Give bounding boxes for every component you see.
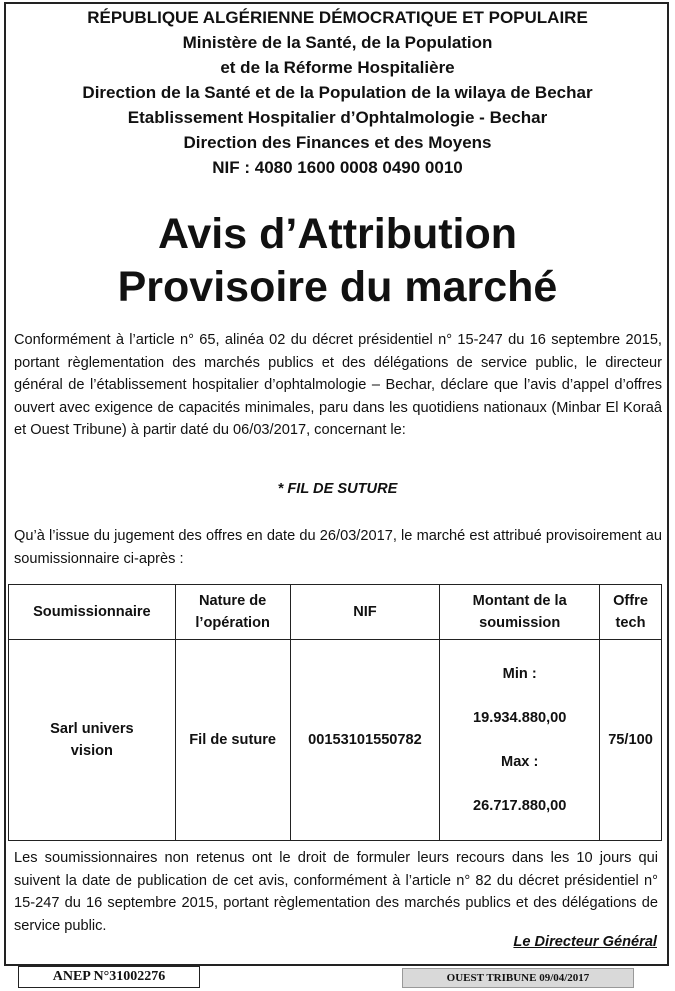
tender-item: * FIL DE SUTURE <box>277 481 398 497</box>
award-paragraph: Qu’à l’issue du jugement des offres en date du 26/03/2017, le marché est attribué provisoirement au soumissionnaire ci-après : <box>14 528 662 567</box>
header-republic: RÉPUBLIQUE ALGÉRIENNE DÉMOCRATIQUE ET POPULAIRE <box>87 8 588 27</box>
col-offre: Offre tech <box>600 585 662 640</box>
cell-soumissionnaire: Sarl univers vision <box>9 640 176 841</box>
award-table <box>8 584 662 841</box>
max-value: 26.717.880,00 <box>473 798 567 814</box>
cell-offre: 75/100 <box>600 640 662 841</box>
signature: Le Directeur Général <box>513 934 657 950</box>
header-establishment: Etablissement Hospitalier d’Ophtalmologie - Bechar <box>127 108 548 127</box>
appeal-paragraph: Les soumissionnaires non retenus ont le droit de formuler leurs recours dans les 10 jours qui suivent la date de publication de cet avis, conformément à l’article n° 82 du décret présidentiel n° 15-247 du 16 septembre 2015, portant règlementation des marchés publics et des délégations de service public. <box>14 850 658 934</box>
publication-source: OUEST TRIBUNE 09/04/2017 <box>402 968 634 988</box>
title-line-2: Provisoire du marché <box>117 263 558 311</box>
col-nif: NIF <box>290 585 440 640</box>
title-line-1: Avis d’Attribution <box>157 210 518 258</box>
table-row <box>9 640 662 841</box>
table-header-row <box>9 585 662 640</box>
col-soumissionnaire: Soumissionnaire <box>9 585 176 640</box>
header-finance-direction: Direction des Finances et des Moyens <box>183 133 492 152</box>
notice-title <box>0 208 675 314</box>
header-ministry-cont: et de la Réforme Hospitalière <box>220 58 455 77</box>
header-ministry: Ministère de la Santé, de la Population <box>182 33 493 52</box>
max-label: Max : <box>501 754 539 770</box>
min-label: Min : <box>502 666 537 682</box>
header-nif: NIF : 4080 1600 0008 0490 0010 <box>212 158 463 177</box>
col-montant: Montant de la soumission <box>440 585 600 640</box>
intro-paragraph: Conformément à l’article n° 65, alinéa 02 du décret présidentiel n° 15-247 du 16 septembre 2015, portant règlementation des marchés publics et des délégations de service public, le directeur général de l’établissement hospitalier d’ophtalmologie – Bechar, déclare que l’avis d’appel d’offres ouvert avec exigence de capacités minimales, paru dans les quotidiens nationaux (Minbar El Koraâ et Ouest Tribune) à partir daté du 06/03/2017, concernant le: <box>14 332 662 438</box>
cell-nature: Fil de suture <box>175 640 290 841</box>
anep-reference: ANEP N°31002276 <box>18 966 200 988</box>
header-direction: Direction de la Santé et de la Population de la wilaya de Bechar <box>82 83 593 102</box>
col-nature: Nature de l’opération <box>175 585 290 640</box>
cell-nif: 00153101550782 <box>290 640 440 841</box>
min-value: 19.934.880,00 <box>473 710 567 726</box>
notice-header <box>0 5 675 180</box>
cell-montant <box>440 640 600 841</box>
